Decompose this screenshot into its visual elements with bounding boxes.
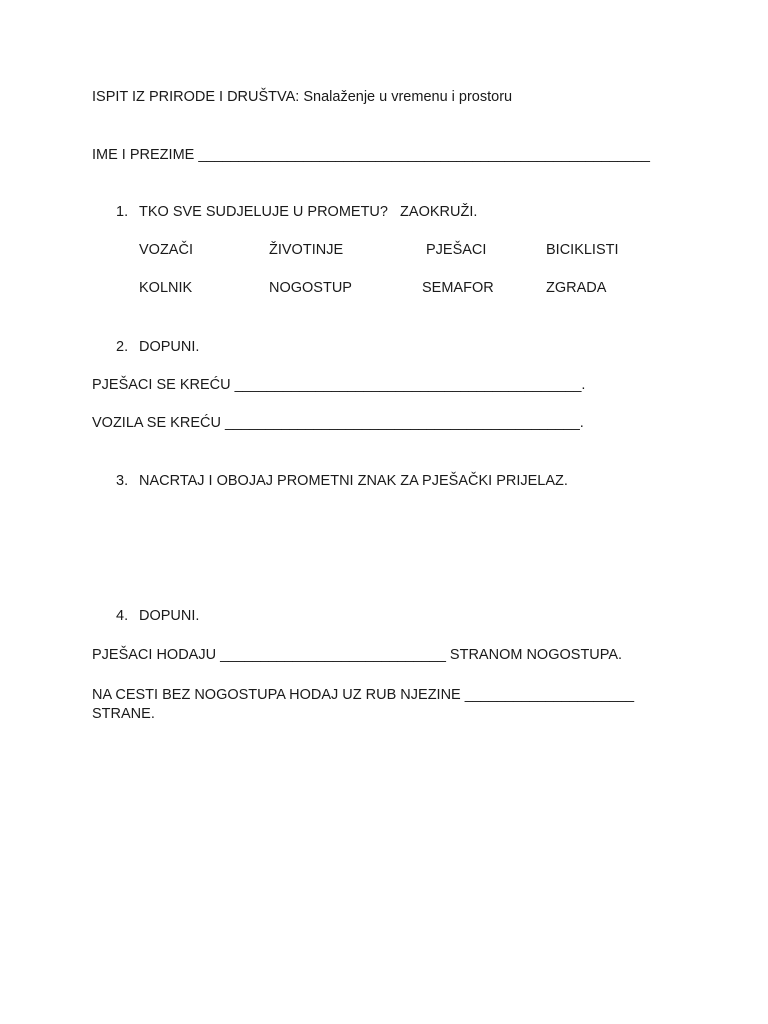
- q3-number: 3.: [116, 473, 129, 489]
- q4-number: 4.: [116, 608, 129, 624]
- q1-option: PJEŠACI: [426, 242, 487, 258]
- q4-fill-line-2: NA CESTI BEZ NOGOSTUPA HODAJ UZ RUB NJEZINE _____________________: [92, 687, 635, 703]
- q1-option: BICIKLISTI: [546, 242, 619, 258]
- q3-text: NACRTAJ I OBOJAJ PROMETNI ZNAK ZA PJEŠAČKI PRIJELAZ.: [139, 473, 568, 489]
- q2-fill-line-2: VOZILA SE KREĆU ____________________________________________.: [92, 415, 584, 431]
- q2-number: 2.: [116, 339, 129, 355]
- q1-option: SEMAFOR: [422, 280, 494, 296]
- q4-text: DOPUNI.: [139, 608, 200, 624]
- q2-fill-line-1: PJEŠACI SE KREĆU ___________________________________________.: [92, 377, 586, 393]
- q1-option: KOLNIK: [139, 280, 193, 296]
- q1-option: VOZAČI: [139, 242, 193, 258]
- name-field-line: IME I PREZIME ________________________________________________________: [92, 147, 650, 163]
- q2-text: DOPUNI.: [139, 339, 200, 355]
- q1-number: 1.: [116, 204, 129, 220]
- q1-option: ŽIVOTINJE: [269, 242, 344, 258]
- q4-fill-line-1: PJEŠACI HODAJU ____________________________ STRANOM NOGOSTUPA.: [92, 647, 623, 663]
- q1-option: ZGRADA: [546, 280, 607, 296]
- page-title: ISPIT IZ PRIRODE I DRUŠTVA: Snalaženje u vremenu i prostoru: [92, 89, 513, 105]
- q4-fill-line-3: STRANE.: [92, 706, 155, 722]
- q1-option: NOGOSTUP: [269, 280, 352, 296]
- q1-text: TKO SVE SUDJELUJE U PROMETU? ZAOKRUŽI.: [139, 204, 478, 220]
